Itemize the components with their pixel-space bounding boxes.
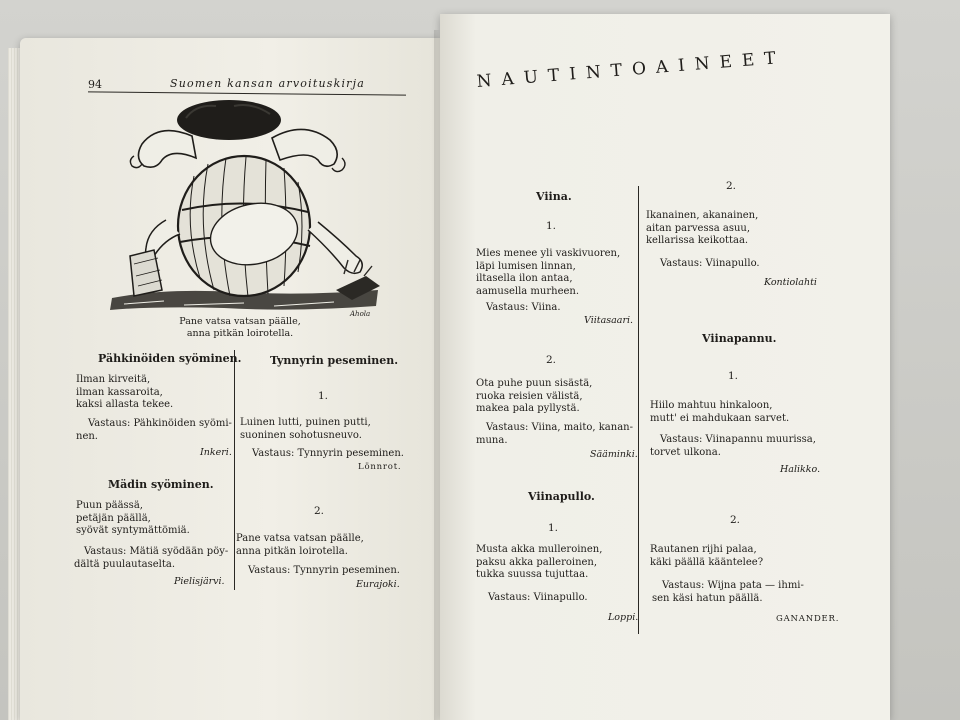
riddle-source: GANANDER. <box>776 614 840 624</box>
section-heading: Viinapullo. <box>528 490 595 503</box>
answer-line: dältä puulautaselta. <box>74 558 175 570</box>
riddle-line: aitan parvessa asuu, <box>646 222 751 234</box>
section-heading: Viina. <box>536 190 572 203</box>
answer-line: Vastaus: Wijna pata — ihmi- <box>662 580 804 591</box>
riddle-line: Ota puhe puun sisästä, <box>476 378 593 389</box>
page-number: 94 <box>88 78 102 91</box>
riddle-text <box>650 544 763 569</box>
riddle-line: läpi lumisen linnan, <box>476 260 576 272</box>
illustration-caption <box>140 316 340 340</box>
riddle-source: Pielisjärvi. <box>174 576 225 587</box>
riddle-text <box>476 248 620 298</box>
riddle-line: ruoka reisien välistä, <box>476 390 583 402</box>
riddle-source: Eurajoki. <box>356 579 400 590</box>
caption-line: anna pitkän loirotella. <box>186 328 294 339</box>
left-page <box>20 38 440 720</box>
riddle-answer: Vastaus: Tynnyrin peseminen. <box>252 448 404 459</box>
riddle-number: 1. <box>728 370 739 382</box>
riddle-line: iltasella ilon antaa, <box>476 273 573 284</box>
riddle-source: Loppi. <box>608 612 639 623</box>
riddle-source: Sääminki. <box>590 449 638 460</box>
riddle-source: Kontiolahti <box>764 277 817 288</box>
riddle-number: 2. <box>314 505 325 517</box>
section-heading: Tynnyrin peseminen. <box>270 354 399 367</box>
riddle-line: Pane vatsa vatsan päälle, <box>236 533 364 544</box>
riddle-number: 2. <box>726 180 737 192</box>
illustration-signature: Ahola <box>350 310 371 318</box>
riddle-source: Lönnrot. <box>358 462 402 472</box>
answer-line: Vastaus: Mätiä syödään pöy- <box>84 546 229 557</box>
riddle-line: ilman kassaroita, <box>76 386 163 398</box>
riddle-line: makea pala pyllystä. <box>476 403 580 414</box>
riddle-text <box>476 544 602 582</box>
riddle-number: 2. <box>546 354 557 366</box>
riddle-line: kaksi allasta tekee. <box>76 399 174 410</box>
riddle-answer: Vastaus: Viina. <box>486 302 561 313</box>
riddle-answer <box>76 418 232 443</box>
riddle-text <box>76 374 173 412</box>
section-heading: Viinapannu. <box>702 332 777 345</box>
riddle-line: mutt' ei mahdukaan sarvet. <box>650 412 790 424</box>
riddle-answer <box>650 434 816 459</box>
riddle-text <box>476 378 592 416</box>
riddle-answer <box>476 422 633 447</box>
riddle-number: 1. <box>318 390 329 402</box>
riddle-answer: Vastaus: Viinapullo. <box>488 592 588 603</box>
answer-line: muna. <box>476 434 508 446</box>
riddle-line: anna pitkän loirotella. <box>236 545 348 557</box>
riddle-source: Halikko. <box>780 464 821 475</box>
riddle-line: käki päällä kääntelee? <box>650 556 764 568</box>
answer-line: sen käsi hatun päällä. <box>652 592 763 604</box>
section-heading: Mädin syöminen. <box>108 478 214 491</box>
riddle-text <box>76 500 190 538</box>
column-divider <box>234 350 235 590</box>
riddle-source: Inkeri. <box>200 447 232 458</box>
answer-line: Vastaus: Viinapannu muurissa, <box>660 434 816 445</box>
riddle-number: 2. <box>730 514 741 526</box>
riddle-line: Ilman kirveitä, <box>76 374 151 385</box>
riddle-line: petäjän päällä, <box>76 512 151 524</box>
riddle-answer <box>74 546 229 571</box>
riddle-number: 1. <box>546 220 557 232</box>
answer-line: Vastaus: Pähkinöiden syömi- <box>88 418 232 429</box>
right-page <box>440 14 890 720</box>
riddle-number: 1. <box>548 522 559 534</box>
riddle-text <box>646 210 758 248</box>
riddle-answer: Vastaus: Viinapullo. <box>660 258 760 269</box>
riddle-line: Rautanen rijhi palaa, <box>650 544 757 555</box>
riddle-line: Mies menee yli vaskivuoren, <box>476 248 621 259</box>
riddle-line: Luinen lutti, puinen putti, <box>240 417 371 428</box>
riddle-line: tukka suussa tujuttaa. <box>476 569 589 580</box>
riddle-line: kellarissa keikottaa. <box>646 235 749 246</box>
riddle-line: aamusella murheen. <box>476 285 580 297</box>
answer-line: torvet ulkona. <box>650 446 721 458</box>
chapter-title: NAUTINTOAINEET <box>476 47 787 92</box>
answer-line: Vastaus: Viina, maito, kanan- <box>486 422 633 433</box>
answer-line: nen. <box>76 430 98 442</box>
riddle-answer: Vastaus: Tynnyrin peseminen. <box>248 565 400 576</box>
riddle-text <box>650 400 789 425</box>
caption-line: Pane vatsa vatsan päälle, <box>179 316 301 327</box>
riddle-source: Viitasaari. <box>584 315 634 326</box>
riddle-answer <box>652 580 804 605</box>
riddle-line: Ikanainen, akanainen, <box>646 210 759 221</box>
section-heading: Pähkinöiden syöminen. <box>98 352 242 365</box>
column-divider <box>638 186 639 634</box>
riddle-line: Hiilo mahtuu hinkaloon, <box>650 400 773 411</box>
barrel-washing-illustration <box>104 100 384 318</box>
riddle-line: syövät syntymättömiä. <box>76 525 190 536</box>
riddle-line: Puun päässä, <box>76 500 143 511</box>
riddle-line: paksu akka palleroinen, <box>476 556 598 568</box>
riddle-line: Musta akka mulleroinen, <box>476 544 603 555</box>
running-head: Suomen kansan arvoituskirja <box>170 77 365 90</box>
header-rule <box>88 91 406 95</box>
riddle-line: suoninen sohotusneuvo. <box>240 429 362 441</box>
riddle-text <box>236 533 364 558</box>
riddle-text <box>240 417 371 442</box>
